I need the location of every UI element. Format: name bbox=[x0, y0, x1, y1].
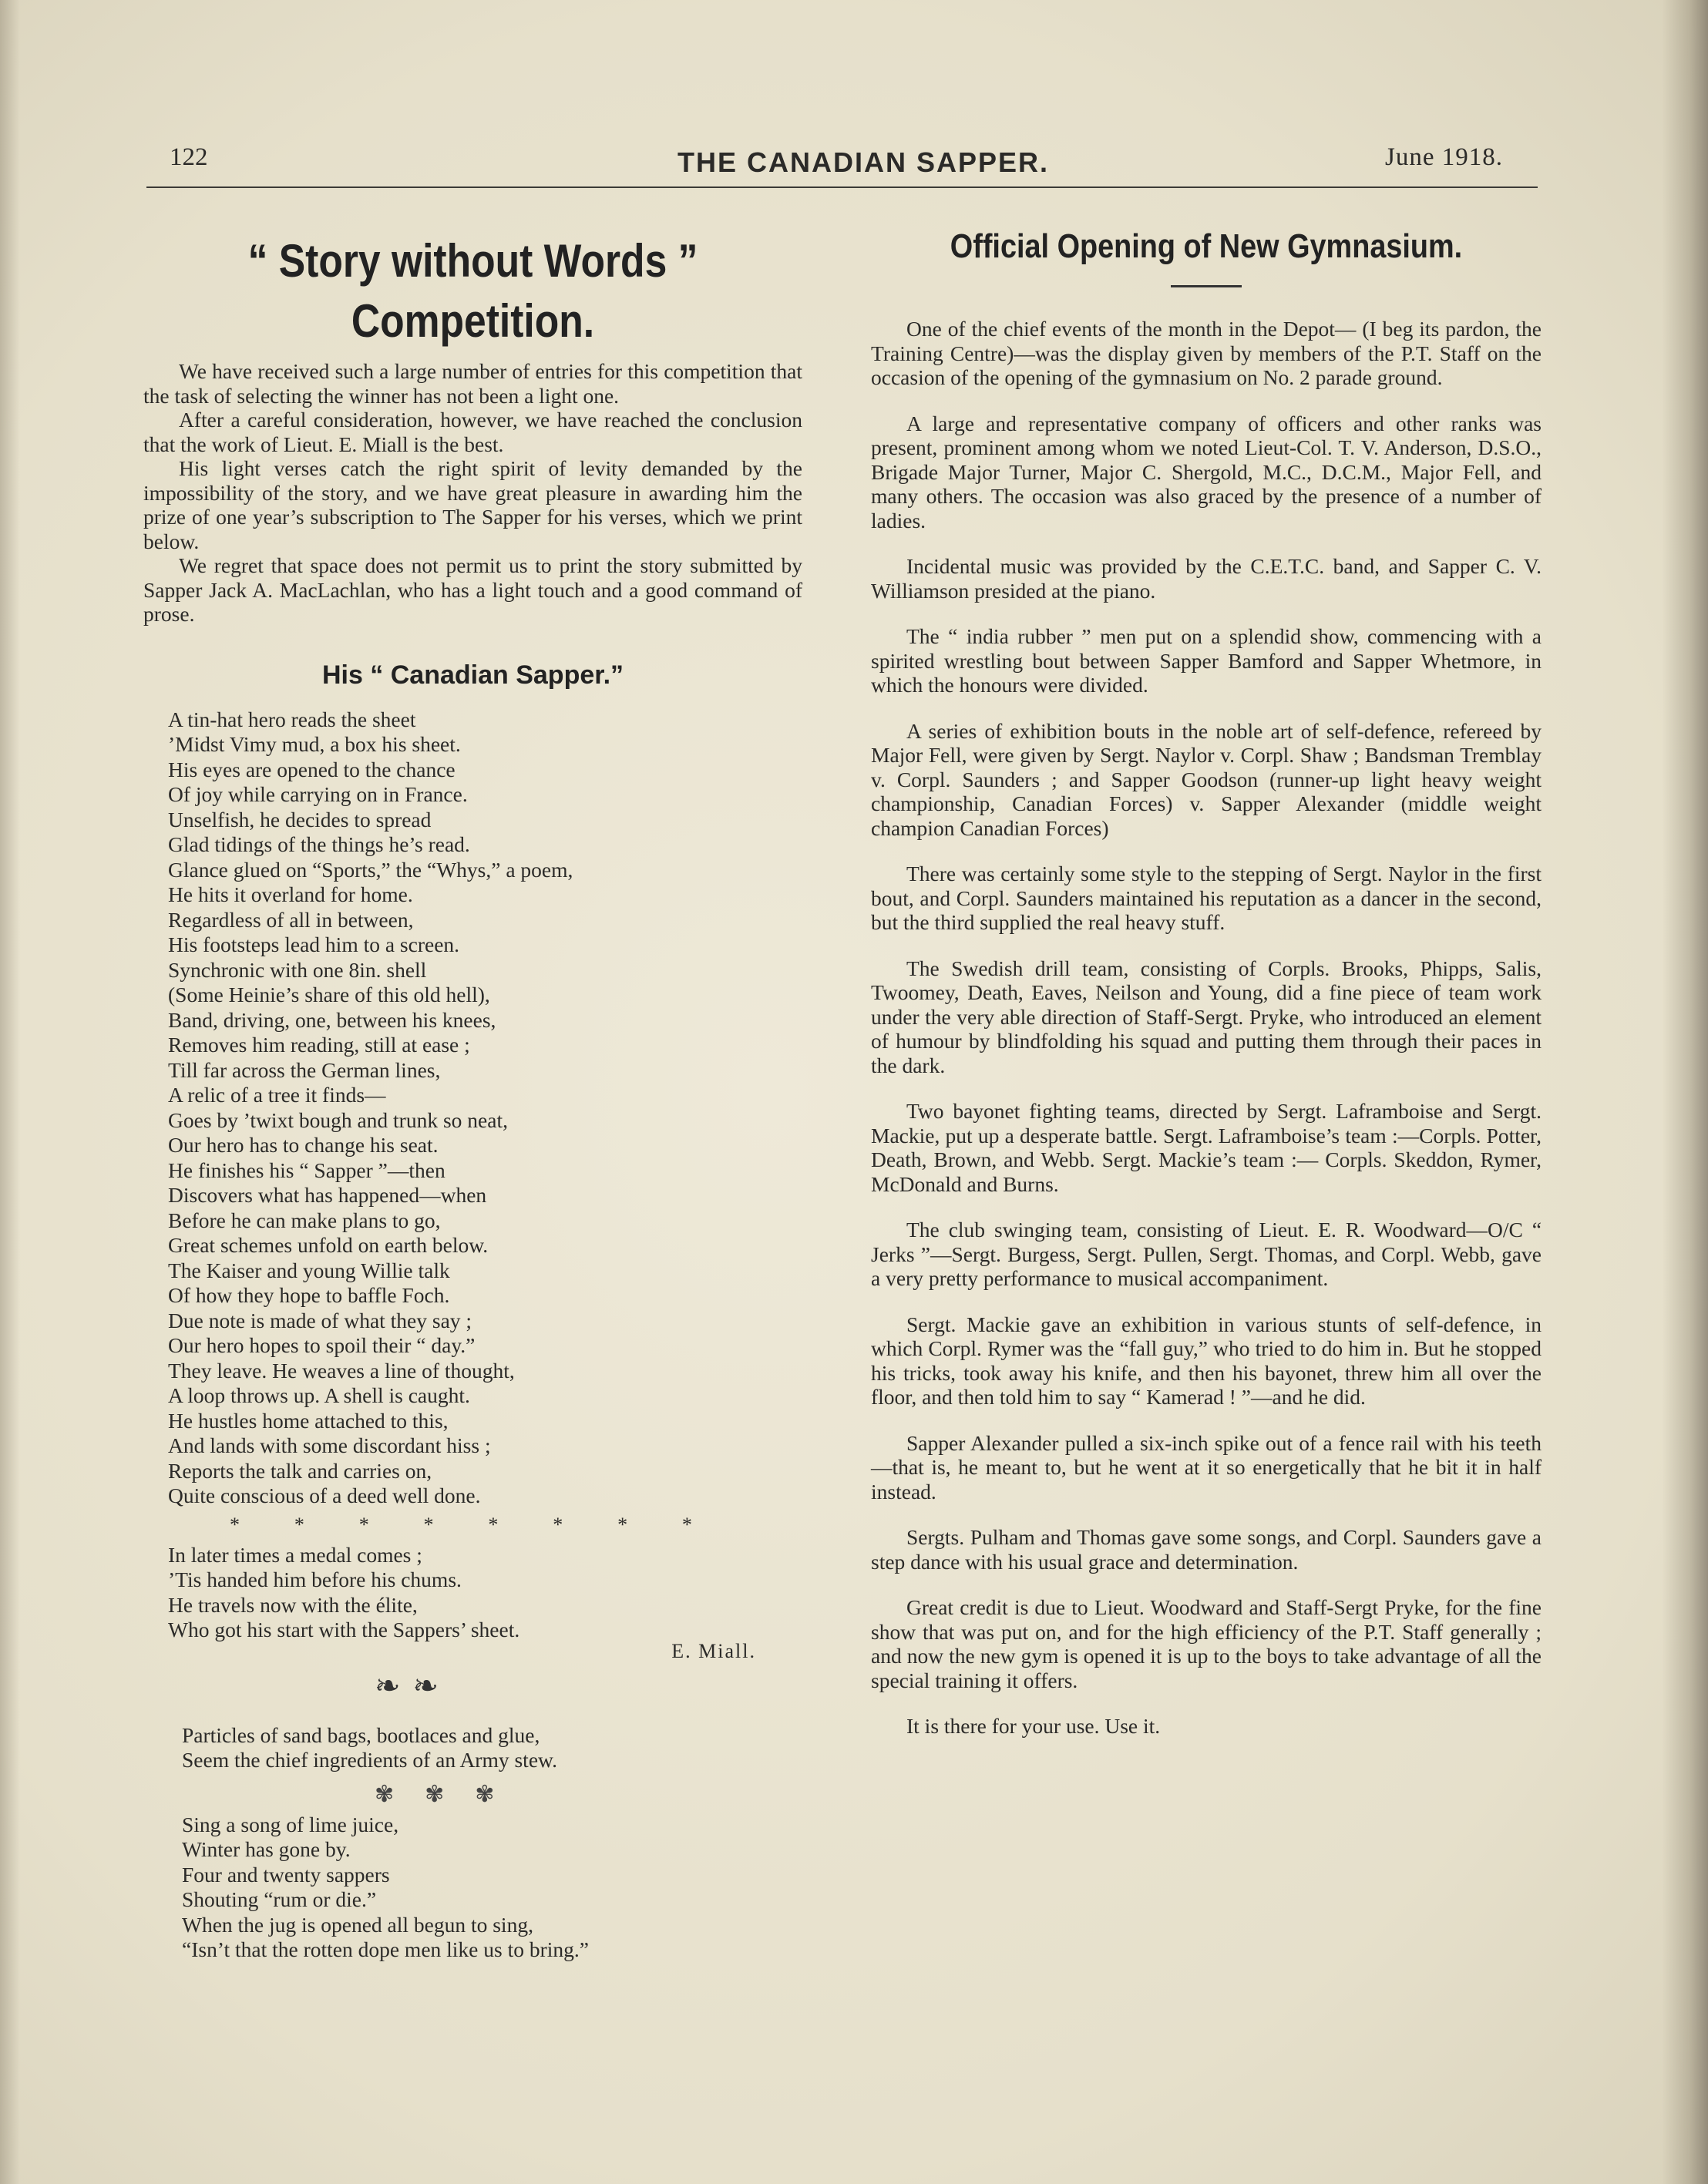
poem-line: He hustles home attached to this, bbox=[168, 1408, 449, 1433]
poem-line: Who got his start with the Sappers’ sheet. bbox=[168, 1618, 520, 1641]
poem-signature: E. Miall. bbox=[671, 1639, 756, 1662]
paragraph: The “ india rubber ” men put on a splendid show, commencing with a spirited wrestling bout between Sapper Bamford and Sapper Whetmore, in which the honours were divided. bbox=[871, 624, 1542, 697]
verse-stew bbox=[143, 1723, 802, 1773]
poem-line: Unselfish, he decides to spread bbox=[168, 807, 432, 832]
verse-line: “Isn’t that the rotten dope men like us to bring.” bbox=[182, 1937, 589, 1961]
poem-line: He hits it overland for home. bbox=[168, 882, 413, 906]
verse-line: Four and twenty sappers bbox=[182, 1862, 390, 1887]
paragraph: Sergt. Mackie gave an exhibition in various stunts of self-defence, in which Corpl. Rymer was the “fall guy,” who tried to do him in. But he stopped his tricks, took away his knife, and then his bayonet, threw him all over the floor, and then told him to say “ Kamerad ! ”—and he did. bbox=[871, 1312, 1542, 1409]
competition-text bbox=[143, 359, 802, 627]
poem-line: ’Midst Vimy mud, a box his sheet. bbox=[168, 732, 461, 756]
issue-date: June 1918. bbox=[1385, 143, 1503, 171]
poem bbox=[168, 707, 802, 1643]
page-right-edge-shadow bbox=[1662, 0, 1708, 2184]
paragraph: A large and representative company of officers and other ranks was present, prominent among whom we noted Lieut-Col. T. V. Anderson, D.S.O., Brigade Major Turner, Major C. Shergold, M.C., D.C.M., Major Fell, and many others. The occasion was also graced by the presence of a number of ladies. bbox=[871, 411, 1542, 533]
paragraph: Two bayonet fighting teams, directed by Sergt. Laframboise and Sergt. Mackie, put up a desperate battle. Sergt. Laframboise’s team :—Corpls. Potter, Death, Brown, and Webb. Sergt. Mackie’s team :— Corpls. Skeddon, Rymer, McDonald and Burns. bbox=[871, 1099, 1542, 1196]
poem-line: Before he can make plans to go, bbox=[168, 1208, 441, 1232]
masthead: THE CANADIAN SAPPER. bbox=[677, 146, 1050, 178]
header-rule bbox=[146, 186, 1538, 188]
poem-line: And lands with some discordant hiss ; bbox=[168, 1433, 491, 1457]
star: * bbox=[423, 1513, 434, 1536]
verse-line: When the jug is opened all begun to sing, bbox=[182, 1912, 533, 1937]
star: * bbox=[617, 1513, 628, 1536]
poem-line: His eyes are opened to the chance bbox=[168, 757, 456, 781]
article-title-line2: Competition. bbox=[351, 295, 595, 347]
poem-line: Band, driving, one, between his knees, bbox=[168, 1007, 496, 1032]
poem-line: ’Tis handed him before his chums. bbox=[168, 1567, 462, 1591]
article-title-line1: “ Story without Words ” bbox=[247, 235, 698, 287]
title-rule bbox=[1171, 285, 1242, 287]
page-left-edge bbox=[0, 0, 20, 2184]
gymnasium-text bbox=[871, 317, 1542, 1739]
verse-line: Particles of sand bags, bootlaces and glue, bbox=[182, 1722, 540, 1747]
left-column bbox=[143, 231, 802, 1963]
page-number: 122 bbox=[170, 143, 208, 171]
poem-line: They leave. He weaves a line of thought, bbox=[168, 1358, 515, 1383]
poem-line: His footsteps lead him to a screen. bbox=[168, 932, 460, 956]
paragraph: We have received such a large number of entries for this competition that the task of selecting the winner has not been a light one. bbox=[143, 359, 802, 408]
star: * bbox=[230, 1513, 240, 1536]
poem-line: Our hero hopes to spoil their “ day.” bbox=[168, 1333, 476, 1357]
star: * bbox=[553, 1513, 563, 1536]
poem-line: A relic of a tree it finds— bbox=[168, 1083, 386, 1107]
paragraph: Great credit is due to Lieut. Woodward and Staff-Sergt Pryke, for the fine show that was put on, and for the high efficiency of the P.T. Staff generally ; and now the new gym is opened it is up to the boys to take advantage of all the special training it offers. bbox=[871, 1595, 1542, 1692]
poem-line: Our hero has to change his seat. bbox=[168, 1133, 439, 1157]
page-header bbox=[170, 143, 1538, 190]
paragraph: A series of exhibition bouts in the noble art of self-defence, refereed by Major Fell, were given by Sergt. Naylor v. Corpl. Shaw ; Bandsman Tremblay v. Corpl. Saunders ; and Sapper Goodson (runner-up light heavy weight championship, Canadian Forces) v. Sapper Alexander (middle weight champion Canadian Forces) bbox=[871, 718, 1542, 840]
poem-line: Goes by ’twixt bough and trunk so neat, bbox=[168, 1107, 508, 1132]
paragraph: Sergts. Pulham and Thomas gave some songs, and Corpl. Saunders gave a step dance with his usual grace and determination. bbox=[871, 1525, 1542, 1574]
verse-line: Shouting “rum or die.” bbox=[182, 1887, 377, 1911]
paragraph: After a careful consideration, however, we have reached the conclusion that the work of Lieut. E. Miall is the best. bbox=[143, 408, 802, 456]
poem-line: Quite conscious of a deed well done. bbox=[168, 1483, 481, 1507]
paragraph: There was certainly some style to the stepping of Sergt. Naylor in the first bout, and Corpl. Saunders maintained his reputation as a dancer in the second, but the third supplied the real heavy stuff. bbox=[871, 862, 1542, 934]
poem-line: He travels now with the élite, bbox=[168, 1592, 418, 1617]
poem-line: Glad tidings of the things he’s read. bbox=[168, 832, 470, 856]
paragraph: One of the chief events of the month in the Depot— (I beg its pardon, the Training Centre)—was the display given by members of the P.T. Staff on the occasion of the opening of the gymnasium on No. 2 parade ground. bbox=[871, 317, 1542, 389]
poem-line: The Kaiser and young Willie talk bbox=[168, 1258, 450, 1282]
gymnasium-article-title: Official Opening of New Gymnasium. bbox=[950, 227, 1463, 265]
fleuron-ornament-icon: ❧❧ bbox=[375, 1668, 452, 1703]
poem-line: Of joy while carrying on in France. bbox=[168, 782, 468, 806]
poem-line: Till far across the German lines, bbox=[168, 1057, 441, 1082]
star: * bbox=[488, 1513, 499, 1536]
poem-line: Of how they hope to baffle Foch. bbox=[168, 1283, 450, 1307]
poem-line: Regardless of all in between, bbox=[168, 907, 414, 932]
poem-line: Great schemes unfold on earth below. bbox=[168, 1233, 489, 1257]
poem-line: Synchronic with one 8in. shell bbox=[168, 957, 427, 982]
verse-line: Sing a song of lime juice, bbox=[182, 1812, 399, 1836]
poem-line: Reports the talk and carries on, bbox=[168, 1458, 432, 1483]
poem-line: Removes him reading, still at ease ; bbox=[168, 1033, 470, 1057]
poem-line: He finishes his “ Sapper ”—then bbox=[168, 1158, 445, 1182]
star: * bbox=[294, 1513, 304, 1536]
verse-line: Winter has gone by. bbox=[182, 1837, 351, 1861]
paragraph: Sapper Alexander pulled a six-inch spike out of a fence rail with his teeth—that is, he meant to, but he went at it so energetically that he bit it in half instead. bbox=[871, 1430, 1542, 1504]
star: * bbox=[681, 1513, 692, 1536]
paragraph: His light verses catch the right spirit of levity demanded by the impossibility of the story, and we have great pleasure in awarding him the prize of one year’s subscription to The Sapper for his verses, which we print below. bbox=[143, 456, 802, 553]
poem-line: Discovers what has happened—when bbox=[168, 1183, 487, 1207]
paragraph: The club swinging team, consisting of Lieut. E. R. Woodward—O/C “ Jerks ”—Sergt. Burgess, Sergt. Pullen, Sergt. Thomas, and Corpl. Webb, gave a very pretty performance to musical accompaniment. bbox=[871, 1218, 1542, 1290]
verse-line: Seem the chief ingredients of an Army stew. bbox=[182, 1748, 557, 1772]
poem-line: Glance glued on “Sports,” the “Whys,” a poem, bbox=[168, 857, 573, 882]
poem-line: In later times a medal comes ; bbox=[168, 1542, 422, 1567]
poem-title: His “ Canadian Sapper.” bbox=[321, 660, 624, 690]
poem-line: A tin-hat hero reads the sheet bbox=[168, 707, 416, 731]
poem-section-break bbox=[230, 1514, 692, 1537]
paragraph: It is there for your use. Use it. bbox=[906, 1714, 1161, 1738]
verse-lime-juice bbox=[143, 1813, 802, 1963]
poem-line: Due note is made of what they say ; bbox=[168, 1308, 472, 1332]
poem-line: (Some Heinie’s share of this old hell), bbox=[168, 983, 490, 1006]
paragraph: The Swedish drill team, consisting of Corpls. Brooks, Phipps, Salis, Twoomey, Death, Eaves, Neilson and Young, did a fine piece of team work under the very able direction of Staff-Sergt. Pryke, who introduced an element of humour by blindfolding his squad and putting them through their paces in the dark. bbox=[871, 956, 1542, 1077]
flower-ornament-icon: ✾✾✾ bbox=[375, 1781, 526, 1807]
paragraph: We regret that space does not permit us to print the story submitted by Sapper Jack A. MacLachlan, who has a light touch and a good command of prose. bbox=[143, 553, 802, 626]
right-column bbox=[871, 223, 1542, 1760]
star: * bbox=[358, 1513, 369, 1536]
paragraph: Incidental music was provided by the C.E.T.C. band, and Sapper C. V. Williamson presided at the piano. bbox=[871, 554, 1542, 603]
poem-line: A loop throws up. A shell is caught. bbox=[168, 1383, 470, 1407]
